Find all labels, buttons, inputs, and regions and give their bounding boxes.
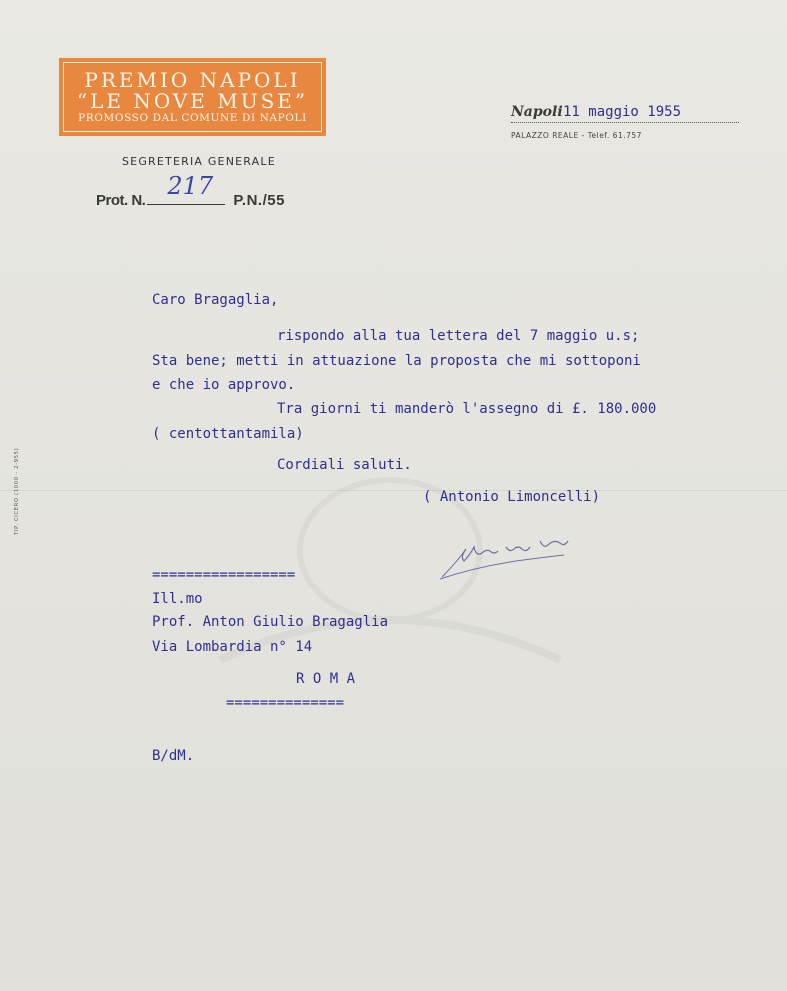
secretariat-label: SEGRETERIA GENERALE [122,155,276,168]
protocol-number [96,172,285,209]
letterhead-stamp [59,58,326,136]
date-line [511,104,739,123]
letter-line-1: rispondo alla tua lettera del 7 maggio u.s; [277,328,640,344]
recipient-street: Via Lombardia n° 14 [152,639,313,655]
letterhead-subtitle: “LE NOVE MUSE” [76,89,309,113]
typist-initials: B/dM. [152,748,195,764]
letterhead-address: PALAZZO REALE - Telef. 61.757 [511,131,642,140]
letter-line-2: Sta bene; metti in attuazione la proposta che mi sottoponi [152,353,641,369]
date-text: 11 maggio 1955 [563,104,682,120]
signer-name: ( Antonio Limoncelli) [423,489,601,505]
recipient-title: Ill.mo [152,591,203,607]
separator-bottom: ============== [226,695,345,711]
letter-line-3: e che io approvo. [152,377,296,393]
date-city: Napoli [511,104,563,120]
handwritten-signature [436,527,576,587]
letterhead-promoter: PROMOSSO DAL COMUNE DI NAPOLI [78,112,307,124]
closing: Cordiali saluti. [277,457,412,473]
protocol-suffix: P.N./55 [233,192,285,209]
recipient-name: Prof. Anton Giulio Bragaglia [152,614,389,630]
separator-top: ================= [152,567,296,583]
printer-mark: TIP. CICERO (1000 - 2-955) [14,447,20,535]
letter-line-5: ( centottantamila) [152,426,304,442]
recipient-city: R O M A [296,671,356,687]
protocol-blank [147,172,225,205]
letter-line-4: Tra giorni ti manderò l'assegno di £. 180.000 [277,401,657,417]
protocol-label: Prot. N. [96,192,146,209]
letterhead-title: PREMIO NAPOLI [84,68,301,92]
protocol-handwritten-number: 217 [167,172,214,200]
salutation: Caro Bragaglia, [152,292,279,308]
